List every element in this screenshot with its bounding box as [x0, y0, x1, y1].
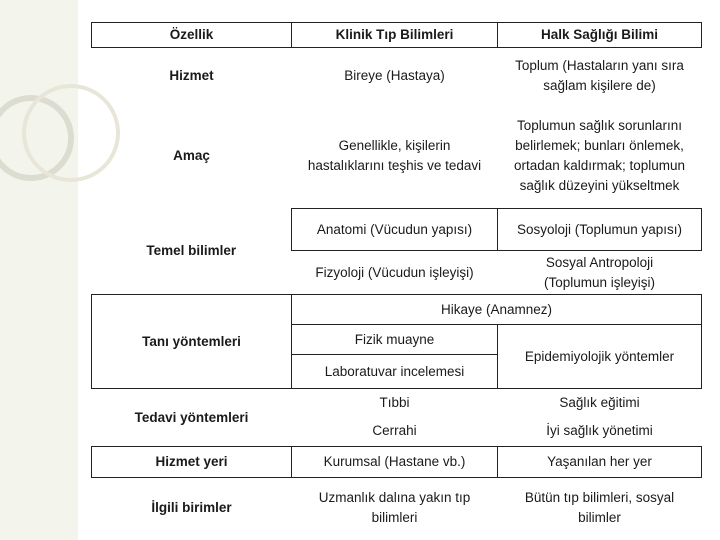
row-label-service: Hizmet — [169, 67, 214, 83]
cell-diagnosis-clinical-3: Laboratuvar incelemesi — [292, 355, 498, 389]
row-label-basic-sciences: Temel bilimler — [146, 243, 237, 259]
cell-basic-public-2 — [498, 251, 702, 295]
cell-line: Uzmanlık dalına yakın tıp — [318, 489, 471, 505]
cell-treatment-clinical-2: Cerrahi — [372, 423, 417, 439]
cell-place-public: Yaşanılan her yer — [498, 447, 702, 478]
cell-line: ortadan kaldırmak; toplumun — [513, 157, 686, 173]
cell-line: hastalıklarını teşhis ve tedavi — [307, 157, 482, 173]
header-clinical: Klinik Tıp Bilimleri — [292, 23, 498, 48]
header-public: Halk Sağlığı Bilimi — [498, 23, 702, 48]
row-label-purpose: Amaç — [173, 148, 210, 163]
cell-line: Bütün tıp bilimleri, sosyal — [524, 489, 675, 505]
table-row-treatment — [92, 389, 702, 417]
decorative-side-band — [0, 0, 78, 540]
cell-line: Toplum (Hastaların yanı sıra — [515, 57, 684, 73]
cell-line: Toplumun sağlık sorunlarını — [516, 117, 683, 133]
cell-treatment-public-2: İyi sağlık yönetimi — [546, 423, 653, 439]
cell-line: sağlık düzeyini yükseltmek — [519, 177, 680, 193]
table-row-basic-sciences — [92, 209, 702, 251]
table-header-row — [92, 23, 702, 48]
cell-treatment-public-1: Sağlık eğitimi — [559, 394, 640, 410]
cell-diagnosis-clinical-1: Hikaye (Anamnez) — [292, 295, 702, 325]
row-label-diagnosis: Tanı yöntemleri — [92, 295, 292, 389]
cell-place-clinical: Kurumsal (Hastane vb.) — [292, 447, 498, 478]
cell-line: belirlemek; bunları önlemek, — [515, 137, 684, 153]
cell-line: sağlam kişilere de) — [543, 77, 656, 93]
cell-units-public — [498, 478, 702, 538]
cell-service-public — [498, 48, 702, 104]
cell-line: Sosyal Antropoloji — [545, 254, 654, 270]
cell-line: bilimler — [578, 509, 621, 525]
cell-line: (Toplumun işleyişi) — [543, 274, 656, 290]
cell-line: bilimleri — [371, 509, 418, 525]
table-row-purpose — [92, 104, 702, 209]
cell-basic-clinical-2: Fizyoloji (Vücudun işleyişi) — [315, 264, 474, 280]
cell-diagnosis-public: Epidemiyolojik yöntemler — [498, 325, 702, 389]
table-row-units — [92, 478, 702, 538]
cell-purpose-public — [498, 104, 702, 209]
table-row-place — [92, 447, 702, 478]
cell-treatment-clinical-1: Tıbbi — [379, 394, 410, 410]
cell-basic-public-1: Sosyoloji (Toplumun yapısı) — [498, 209, 702, 251]
comparison-table — [91, 22, 702, 538]
table-row-diagnosis — [92, 295, 702, 325]
cell-units-clinical — [292, 478, 498, 538]
cell-diagnosis-clinical-2: Fizik muayne — [354, 331, 435, 347]
row-label-units: İlgili birimler — [151, 499, 232, 515]
cell-line: Genellikle, kişilerin — [338, 137, 451, 153]
cell-purpose-clinical — [292, 104, 498, 209]
cell-service-clinical: Bireye (Hastaya) — [344, 67, 445, 83]
row-label-treatment: Tedavi yöntemleri — [134, 409, 249, 425]
cell-basic-clinical-1: Anatomi (Vücudun yapısı) — [292, 209, 498, 251]
header-feature: Özellik — [92, 23, 292, 48]
table-row-service — [92, 48, 702, 104]
row-label-place: Hizmet yeri — [92, 447, 292, 478]
